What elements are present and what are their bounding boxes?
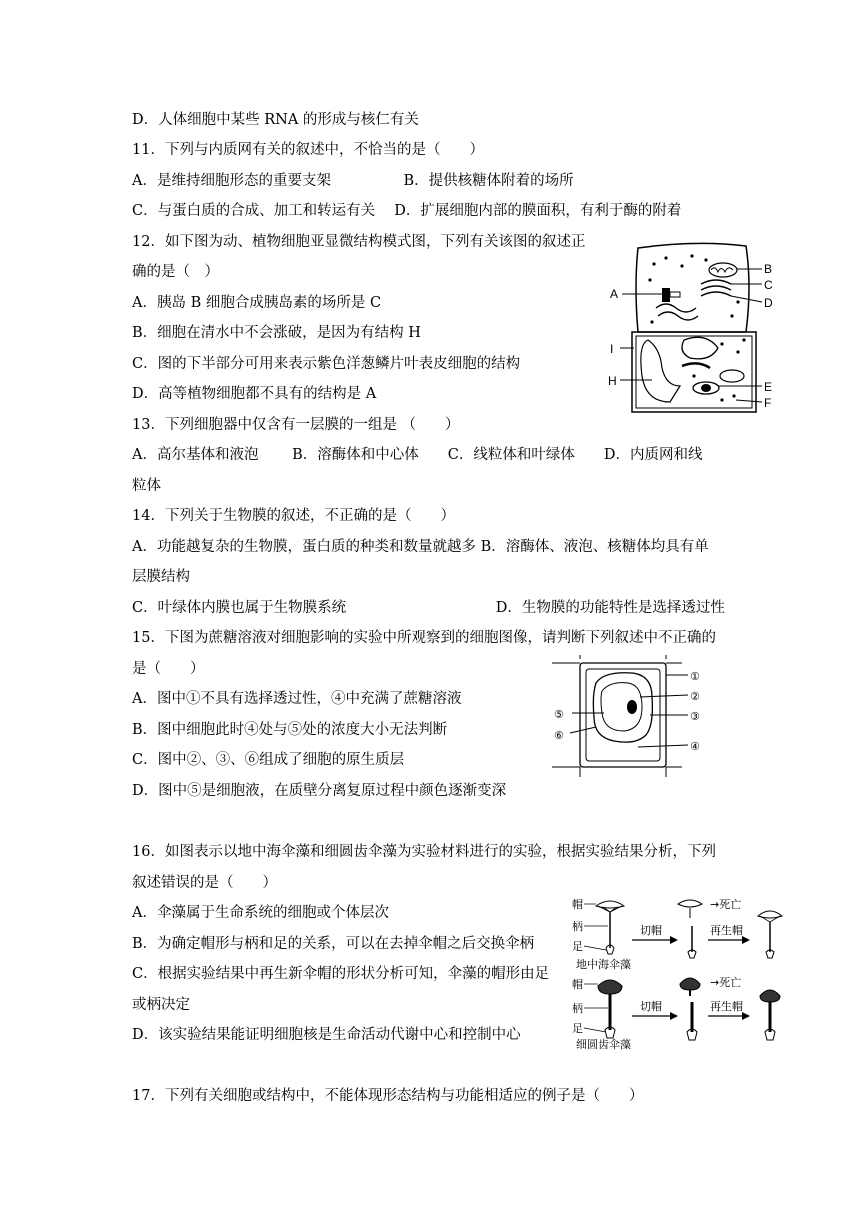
label-h: H — [608, 374, 617, 388]
q16-stem-cont: 叙述错误的是（ ） — [132, 875, 277, 891]
q13-stem: 13．下列细胞器中仅含有一层膜的一组是 （ ） — [132, 417, 460, 433]
label-4: ④ — [690, 740, 700, 753]
q14-options-ab-cont: 层膜结构 — [132, 569, 190, 585]
q12-option-c: C．图的下半部分可用来表示紫色洋葱鳞片叶表皮细胞的结构 — [132, 356, 521, 372]
label-b: B — [764, 262, 773, 276]
label-regen-1: 再生帽 — [710, 924, 743, 937]
label-f: F — [764, 396, 772, 410]
q12-stem-cont: 确的是（ ） — [132, 264, 219, 280]
acetabularia-figure — [570, 890, 788, 1050]
label-5: ⑤ — [554, 708, 564, 721]
q12-option-d: D．高等植物细胞都不具有的结构是 A — [132, 386, 377, 402]
label-d: D — [764, 296, 773, 310]
label-i: I — [610, 342, 614, 356]
label-c: C — [764, 278, 773, 292]
q13-options-cont: 粒体 — [132, 478, 161, 494]
label-dead-2: →死亡 — [710, 976, 742, 989]
label-cut-1: 切帽 — [640, 924, 662, 937]
label-foot-2: 足 — [572, 1022, 583, 1035]
label-species-1: 地中海伞藻 — [576, 958, 631, 971]
q14-options-ab: A．功能越复杂的生物膜，蛋白质的种类和数量就越多 B．溶酶体、液泡、核糖体均具有单 — [132, 539, 709, 555]
q11-options-ab: A．是维持细胞形态的重要支架 B．提供核糖体附着的场所 — [132, 173, 574, 189]
q17-stem: 17．下列有关细胞或结构中，不能体现形态结构与功能相适应的例子是（ ） — [132, 1088, 644, 1104]
q14-stem: 14．下列关于生物膜的叙述，不正确的是（ ） — [132, 508, 455, 524]
label-species-2: 细圆齿伞藻 — [576, 1038, 631, 1050]
q16-option-c: C．根据实验结果中再生新伞帽的形状分析可知，伞藻的帽形由足 — [132, 966, 550, 982]
q11-stem: 11．下列与内质网有关的叙述中，不恰当的是（ ） — [132, 142, 484, 158]
q13-options: A．高尔基体和液泡 B．溶酶体和中心体 C．线粒体和叶绿体 D．内质网和线 — [132, 447, 703, 463]
q11-options-cd: C．与蛋白质的合成、加工和转运有关 D．扩展细胞内部的膜面积，有利于酶的附着 — [132, 203, 682, 219]
q16-option-b: B．为确定帽形与柄和足的关系，可以在去掉伞帽之后交换伞柄 — [132, 936, 535, 952]
label-dead-1: →死亡 — [710, 898, 742, 911]
q12-option-a: A．胰岛 B 细胞合成胰岛素的场所是 C — [132, 295, 382, 311]
q12-option-b: B．细胞在清水中不会涨破，是因为有结构 H — [132, 325, 421, 341]
label-stalk-1: 柄 — [572, 920, 583, 933]
label-cap-2: 帽 — [572, 978, 583, 991]
cell-ultrastructure-figure — [606, 236, 790, 420]
label-cut-2: 切帽 — [640, 1000, 662, 1013]
q12-stem: 12．如下图为动、植物细胞亚显微结构模式图，下列有关该图的叙述正 — [132, 234, 586, 250]
label-e: E — [764, 380, 773, 394]
q15-option-c: C．图中②、③、⑥组成了细胞的原生质层 — [132, 752, 405, 768]
q15-option-a: A．图中①不具有选择透过性，④中充满了蔗糖溶液 — [132, 691, 462, 707]
label-2: ② — [690, 690, 700, 703]
label-regen-2: 再生帽 — [710, 1000, 743, 1013]
label-a: A — [610, 287, 619, 301]
label-cap-1: 帽 — [572, 898, 583, 911]
q15-option-b: B．图中细胞此时④处与⑤处的浓度大小无法判断 — [132, 722, 448, 738]
q15-stem: 15．下图为蔗糖溶液对细胞影响的实验中所观察到的细胞图像，请判断下列叙述中不正确的 — [132, 630, 716, 646]
label-1: ① — [690, 670, 700, 683]
q14-options-cd: C．叶绿体内膜也属于生物膜系统 D．生物膜的功能特性是选择透过性 — [132, 600, 725, 616]
label-6: ⑥ — [554, 729, 564, 742]
q16-option-d: D．该实验结果能证明细胞核是生命活动代谢中心和控制中心 — [132, 1027, 521, 1043]
q15-option-d: D．图中⑤是细胞液，在质壁分离复原过程中颜色逐渐变深 — [132, 783, 507, 799]
label-3: ③ — [690, 710, 700, 723]
q16-stem: 16．如图表示以地中海伞藻和细圆齿伞藻为实验材料进行的实验，根据实验结果分析，下列 — [132, 844, 716, 860]
label-foot-1: 足 — [572, 940, 583, 953]
q16-option-c-cont: 或柄决定 — [132, 997, 190, 1013]
label-stalk-2: 柄 — [572, 1002, 583, 1015]
plasmolysis-figure — [552, 655, 712, 777]
q10-option-d: D．人体细胞中某些 RNA 的形成与核仁有关 — [132, 112, 419, 128]
q15-stem-cont: 是（ ） — [132, 661, 205, 677]
q16-option-a: A．伞藻属于生命系统的细胞或个体层次 — [132, 905, 389, 921]
